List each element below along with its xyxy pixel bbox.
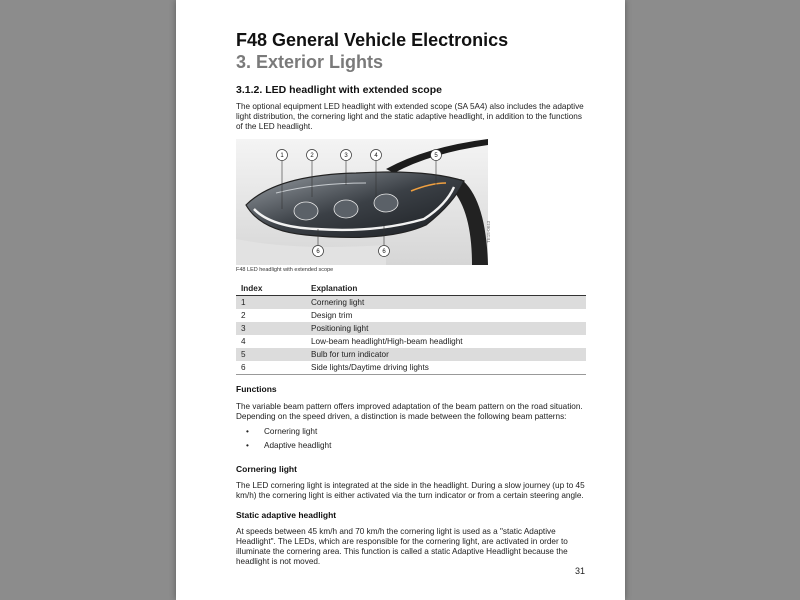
figure-caption: F48 LED headlight with extended scope — [236, 267, 334, 273]
callout-label: 1 — [280, 153, 284, 160]
document-title: F48 General Vehicle Electronics — [236, 30, 509, 50]
table-cell-index: 1 — [236, 296, 306, 310]
table-cell-explanation: Cornering light — [306, 296, 586, 310]
callout-label: 3 — [344, 153, 348, 160]
index-table — [236, 282, 586, 375]
table-cell-index: 3 — [236, 322, 306, 335]
page-number: 31 — [574, 566, 585, 576]
table-cell-index: 4 — [241, 337, 246, 346]
list-item-label: Adaptive headlight — [264, 441, 332, 450]
table-cell-explanation: Design trim — [311, 311, 353, 320]
cornering-light-paragraph: The LED cornering light is integrated at the side in the headlight. During a slow journey (up to 45 km/h) the cornering light is either activated via the turn indicator or from a certain steering angle. — [236, 481, 585, 500]
table-row — [236, 322, 586, 335]
table-header-index: Index — [236, 282, 306, 296]
headlight-illustration — [236, 139, 488, 265]
table-row — [236, 361, 586, 375]
table-row — [236, 348, 586, 361]
functions-paragraph: The variable beam pattern offers improved adaptation of the beam pattern on the road situation. Depending on the speed driven, a distinction is made between the following beam patterns: — [236, 402, 583, 421]
callout-label: 4 — [374, 153, 378, 160]
table-row — [236, 296, 586, 310]
table-cell-index: 2 — [241, 311, 246, 320]
callout-label: 6 — [382, 249, 386, 256]
bullet-glyph: • — [246, 427, 249, 436]
bullet-glyph: • — [246, 441, 249, 450]
table-header-explanation: Explanation — [306, 282, 586, 296]
static-adaptive-paragraph: At speeds between 45 km/h and 70 km/h the cornering light is used as a "static Adaptive Headlight". The LEDs, which are responsible for the cornering light, are activated in order to illuminate the cornering area. This function is called a static Adaptive Headlight because the headlight is not moved. — [236, 527, 568, 566]
list-item — [236, 441, 586, 455]
table-cell-explanation: Low-beam headlight/High-beam headlight — [311, 337, 463, 346]
table-row — [236, 309, 586, 322]
table-cell-index: 6 — [236, 361, 306, 375]
callout-label: 6 — [316, 249, 320, 256]
section-heading: 3.1.2. LED headlight with extended scope — [236, 84, 442, 96]
list-item-label: Cornering light — [264, 427, 318, 436]
figure-code: TE15-0643 — [486, 220, 491, 243]
table-cell-explanation: Side lights/Daytime driving lights — [306, 361, 586, 375]
table-cell-index: 5 — [236, 348, 306, 361]
headlight-figure — [236, 139, 488, 265]
document-page — [176, 0, 625, 600]
table-cell-explanation: Bulb for turn indicator — [306, 348, 586, 361]
intro-paragraph: The optional equipment LED headlight with extended scope (SA 5A4) also includes the adaptive light distribution, the cornering light and the static adaptive headlight, in addition to the functions of the LED headlight. — [236, 102, 584, 131]
cornering-light-heading: Cornering light — [236, 464, 297, 474]
table-cell-explanation: Positioning light — [306, 322, 586, 335]
beam-pattern-list — [236, 427, 586, 455]
callout-label: 2 — [310, 153, 314, 160]
table-header-row — [236, 282, 586, 296]
static-adaptive-heading: Static adaptive headlight — [236, 510, 337, 520]
functions-heading: Functions — [236, 384, 277, 394]
chapter-title: 3. Exterior Lights — [236, 52, 384, 72]
table-row — [236, 335, 586, 348]
callout-label: 5 — [434, 153, 438, 160]
list-item — [236, 427, 586, 441]
